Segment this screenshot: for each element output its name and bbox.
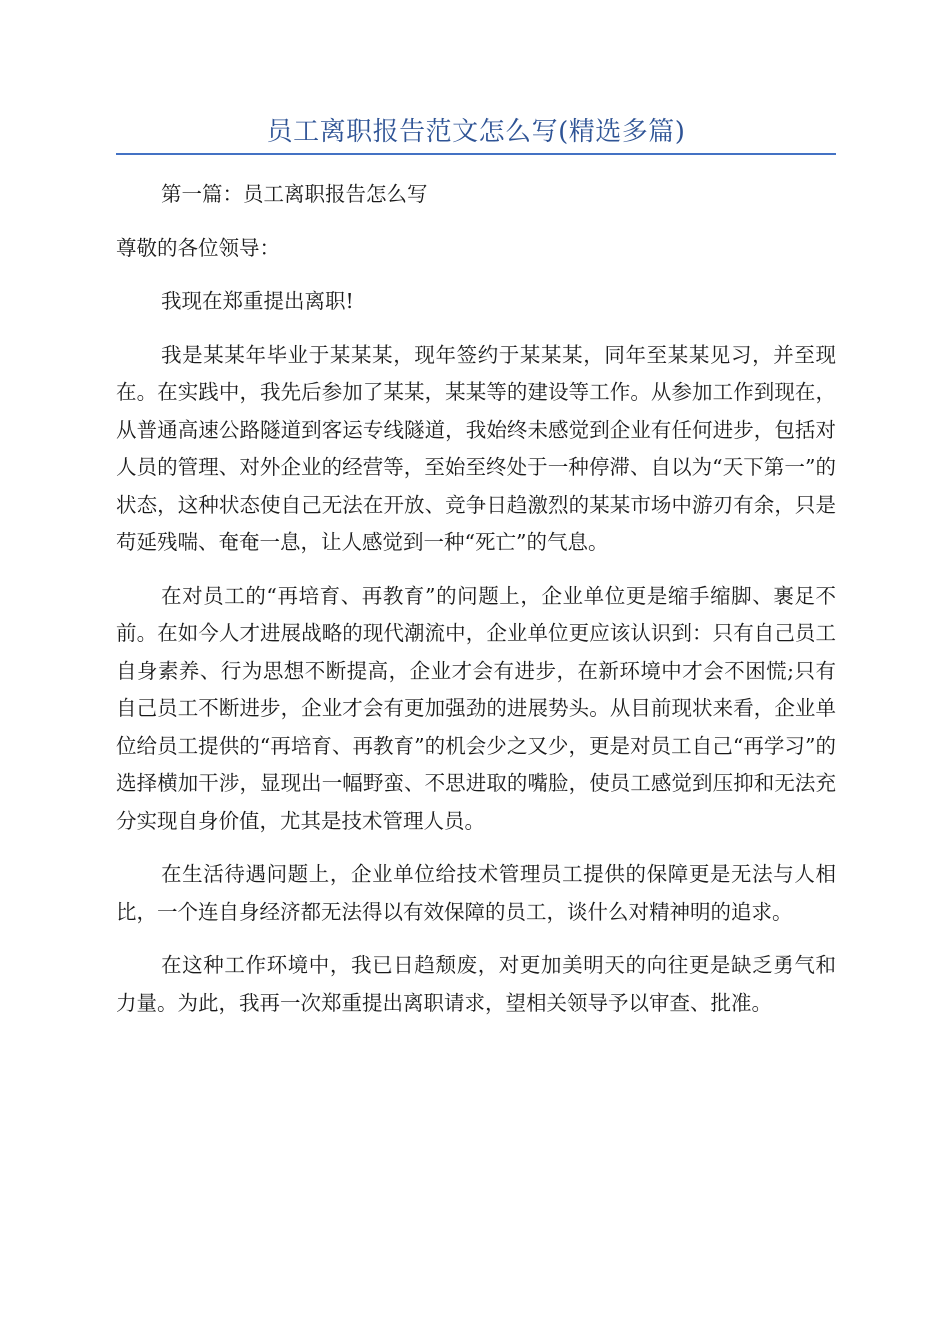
document-body — [116, 176, 836, 1038]
paragraph-3: 在对员工的“再培育、再教育”的问题上，企业单位更是缩手缩脚、裹足不前。在如今人才进展战略的现代潮流中，企业单位更应该认识到：只有自己员工自身素养、行为思想不断提高，企业才会有进步，在新环境中才会不困慌;只有自己员工不断进步，企业才会有更加强劲的进展势头。从目前现状来看，企业单位给员工提供的“再培育、再教育”的机会少之又少，更是对员工自己“再学习”的选择横加干涉，显现出一幅野蛮、不思进取的嘴脸，使员工感觉到压抑和无法充分实现自身价值，尤其是技术管理人员。 — [116, 583, 836, 833]
paragraph-4: 在生活待遇问题上，企业单位给技术管理员工提供的保障更是无法与人相比，一个连自身经济都无法得以有效保障的员工，谈什么对精神明的追求。 — [116, 862, 836, 924]
paragraph-5: 在这种工作环境中，我已日趋颓废，对更加美明天的向往更是缺乏勇气和力量。为此，我再一次郑重提出离职请求，望相关领导予以审查、批准。 — [116, 953, 836, 1015]
salutation: 尊敬的各位领导： — [116, 235, 280, 260]
title-underline — [116, 153, 836, 155]
paragraph-2: 我是某某年毕业于某某某，现年签约于某某某，同年至某某见习，并至现在。在实践中，我先后参加了某某，某某等的建设等工作。从参加工作到现在，从普通高速公路隧道到客运专线隧道，我始终未感觉到企业有任何进步，包括对人员的管理、对外企业的经营等，至始至终处于一种停滞、自以为“天下第一”的状态，这种状态使自己无法在开放、竞争日趋激烈的某某市场中游刃有余，只是苟延残喘、奄奄一息，让人感觉到一种“死亡”的气息。 — [116, 342, 836, 554]
paragraph-1: 我现在郑重提出离职! — [161, 289, 354, 313]
section-heading: 第一篇：员工离职报告怎么写 — [161, 182, 428, 206]
document-title: 员工离职报告范文怎么写(精选多篇) — [266, 117, 686, 147]
